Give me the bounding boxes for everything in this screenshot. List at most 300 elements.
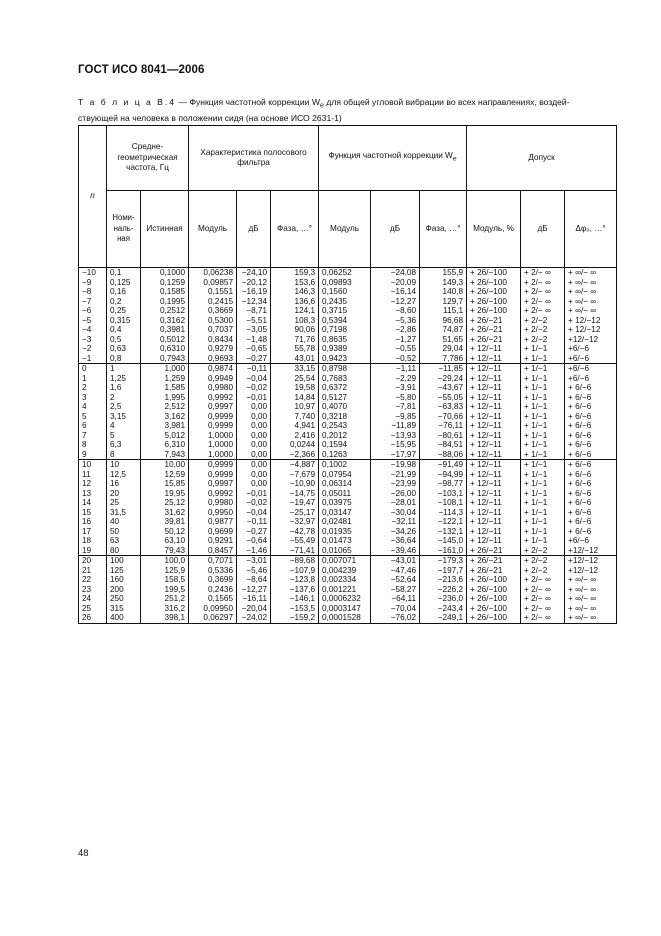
- cell-value: + 6/−6: [568, 440, 592, 449]
- cell-value: 12,59: [164, 469, 186, 479]
- cell-value: + 1/−1: [524, 392, 548, 402]
- cell-value: 15,85: [164, 479, 186, 488]
- cell-value: 0,7943: [159, 353, 186, 363]
- cell-value: + 26/−21: [470, 565, 503, 575]
- cell-value: + 6/−6: [568, 507, 592, 517]
- cell-value: 0,2512: [159, 306, 186, 315]
- cell-value: 8: [110, 449, 115, 459]
- cell-value: 0,1585: [159, 287, 186, 296]
- cell-wmod: [319, 556, 371, 624]
- cell-value: 0,00: [251, 430, 268, 440]
- cell-value: + 12/−11: [470, 383, 502, 392]
- cell-value: 0,09857: [203, 277, 234, 287]
- cell-value: 0,06238: [203, 268, 234, 277]
- cell-tmod: [467, 556, 521, 624]
- cell-value: 0,5394: [322, 315, 348, 325]
- cell-value: −89,68: [289, 556, 316, 565]
- cell-value: 0,01473: [322, 536, 352, 545]
- cell-value: 79,43: [164, 545, 186, 555]
- cell-value: + ∞/− ∞: [568, 268, 597, 277]
- cell-value: −1,48: [246, 334, 268, 344]
- cell-value: + ∞/− ∞: [568, 296, 597, 306]
- table-row-group: [79, 268, 617, 364]
- cell-value: + 1/−1: [524, 507, 548, 517]
- cell-value: + 2/− ∞: [524, 277, 551, 287]
- cell-value: −19,98: [390, 460, 417, 469]
- cell-value: 25,54: [294, 373, 316, 383]
- cell-value: −55,49: [289, 536, 316, 545]
- cell-value: 1,0000: [207, 440, 234, 449]
- cell-value: 0,3699: [207, 575, 234, 584]
- cell-value: −70,04: [390, 603, 417, 613]
- header-modulus-2: Модуль: [319, 191, 371, 268]
- cell-value: −10: [82, 268, 96, 277]
- cell-value: 24: [82, 594, 92, 603]
- cell-fdb: [237, 268, 271, 364]
- cell-value: −36,64: [390, 536, 417, 545]
- cell-value: 0,9999: [207, 421, 234, 430]
- cell-value: −132,1: [437, 526, 464, 536]
- cell-value: 1: [82, 373, 87, 383]
- cell-value: + 12/−11: [470, 536, 502, 545]
- cell-value: 0,2012: [322, 430, 348, 440]
- cell-value: + 12/−11: [470, 479, 502, 488]
- cell-value: 0,2415: [207, 296, 234, 306]
- cell-value: 7: [82, 430, 87, 440]
- cell-value: 0,8457: [207, 545, 234, 555]
- cell-value: 0,9699: [207, 526, 234, 536]
- cell-value: −226,2: [437, 584, 464, 594]
- table-row-group: [79, 460, 617, 556]
- cell-value: −88,06: [437, 449, 464, 459]
- cell-value: 153,6: [294, 277, 316, 287]
- cell-value: −2: [82, 344, 92, 353]
- cell-fph: [271, 556, 319, 624]
- cell-value: −0,04: [246, 507, 268, 517]
- cell-value: −0,04: [246, 373, 268, 383]
- cell-value: + 26/−21: [470, 315, 503, 325]
- cell-value: 0,3669: [207, 306, 234, 315]
- cell-value: 16: [82, 517, 92, 526]
- cell-value: 199,5: [164, 584, 186, 594]
- cell-value: 0,02481: [322, 517, 352, 526]
- cell-value: +6/−6: [568, 536, 589, 545]
- cell-value: 0,0001528: [322, 613, 361, 622]
- cell-value: 0,1002: [322, 460, 348, 469]
- cell-value: −0,55: [395, 344, 417, 353]
- cell-value: + 1/−1: [524, 449, 548, 459]
- cell-value: 1,0000: [207, 430, 234, 440]
- cell-value: + 2/− ∞: [524, 584, 551, 594]
- cell-value: 0,5300: [207, 315, 234, 325]
- cell-value: −3,01: [246, 556, 268, 565]
- header-tolerance-db: дБ: [521, 191, 565, 268]
- cell-value: −1,46: [246, 545, 268, 555]
- cell-value: 0,00: [251, 402, 268, 411]
- cell-value: 0,1263: [322, 449, 348, 459]
- cell-value: 4: [110, 421, 115, 430]
- table-row-group: [79, 364, 617, 460]
- cell-value: + 12/−11: [470, 526, 502, 536]
- cell-value: + 1/−1: [524, 373, 548, 383]
- cell-fmod: [189, 460, 237, 556]
- cell-value: 0,03975: [322, 498, 352, 507]
- cell-value: 10: [82, 460, 92, 469]
- cell-value: + 6/−6: [568, 411, 592, 421]
- cell-value: 250: [110, 594, 124, 603]
- cell-value: 0,0244: [290, 440, 316, 449]
- cell-value: −213,6: [437, 575, 464, 584]
- cell-n: [79, 556, 107, 624]
- cell-value: + 2/− ∞: [524, 268, 551, 277]
- header-true: Истинная: [141, 191, 189, 268]
- cell-value: 10,00: [164, 460, 186, 469]
- cell-value: 1: [110, 364, 115, 373]
- cell-value: 1,585: [164, 383, 186, 392]
- cell-value: −1: [82, 353, 92, 363]
- cell-value: + 2/− ∞: [524, 296, 551, 306]
- cell-value: 0,1594: [322, 440, 348, 449]
- cell-value: −7,679: [289, 469, 316, 479]
- cell-value: 0,09893: [322, 277, 352, 287]
- cell-value: −179,3: [437, 556, 464, 565]
- cell-value: −14,75: [289, 488, 316, 498]
- cell-value: + 2/−2: [524, 315, 548, 325]
- cell-value: −5,80: [395, 392, 417, 402]
- cell-value: −137,6: [289, 584, 316, 594]
- cell-value: 55,78: [294, 344, 316, 353]
- cell-value: 0: [82, 364, 87, 373]
- cell-value: 0,01065: [322, 545, 352, 555]
- cell-value: + 26/−100: [470, 594, 507, 603]
- cell-wph: [420, 460, 467, 556]
- cell-value: 0,004239: [322, 565, 357, 575]
- cell-value: 149,3: [442, 277, 464, 287]
- cell-value: + 12/−12: [568, 325, 601, 334]
- cell-value: 146,3: [294, 287, 316, 296]
- cell-value: + 26/−100: [470, 287, 507, 296]
- cell-n: [79, 268, 107, 364]
- cell-value: 4,941: [294, 421, 316, 430]
- cell-value: + 1/−1: [524, 488, 548, 498]
- cell-value: 3: [82, 392, 87, 402]
- cell-value: 3,162: [164, 411, 186, 421]
- cell-value: + 6/−6: [568, 488, 592, 498]
- cell-value: 16: [110, 479, 120, 488]
- cell-value: 0,125: [110, 277, 131, 287]
- cell-value: + 1/−1: [524, 536, 548, 545]
- cell-value: + 1/−1: [524, 479, 548, 488]
- cell-value: −43,67: [437, 383, 464, 392]
- cell-value: 1,259: [164, 373, 186, 383]
- cell-value: −29,24: [437, 373, 464, 383]
- cell-value: −12,27: [390, 296, 417, 306]
- cell-value: 25: [82, 603, 92, 613]
- cell-tmod: [467, 364, 521, 460]
- cell-value: 20: [110, 488, 120, 498]
- cell-value: 0,1560: [322, 287, 348, 296]
- cell-value: 10: [110, 460, 120, 469]
- cell-value: 2: [82, 383, 87, 392]
- cell-value: −63,83: [437, 402, 464, 411]
- cell-value: −20,04: [241, 603, 268, 613]
- cell-value: −32,97: [289, 517, 316, 526]
- cell-value: + 2/−2: [524, 565, 548, 575]
- cell-value: −153,5: [289, 603, 316, 613]
- cell-value: 1,000: [164, 364, 186, 373]
- cell-value: + 2/− ∞: [524, 594, 551, 603]
- cell-value: + 2/−2: [524, 545, 548, 555]
- cell-wdb: [371, 460, 420, 556]
- cell-tmod: [467, 460, 521, 556]
- cell-value: 0,06314: [322, 479, 352, 488]
- cell-value: −26,00: [390, 488, 417, 498]
- cell-value: −98,77: [437, 479, 464, 488]
- cell-value: + 1/−1: [524, 517, 548, 526]
- cell-tdb: [521, 460, 565, 556]
- cell-value: −47,46: [390, 565, 417, 575]
- cell-value: −28,01: [390, 498, 417, 507]
- cell-value: + 6/−6: [568, 498, 592, 507]
- cell-value: 0,8: [110, 353, 122, 363]
- cell-value: 40: [110, 517, 120, 526]
- cell-value: −12,27: [241, 584, 268, 594]
- cell-value: 0,1259: [159, 277, 186, 287]
- cell-value: + 12/−11: [470, 430, 502, 440]
- cell-value: −3: [82, 334, 92, 344]
- cell-value: 0,9423: [322, 353, 348, 363]
- cell-value: −0,27: [246, 353, 268, 363]
- cell-value: −34,26: [390, 526, 417, 536]
- cell-value: +6/−6: [568, 373, 589, 383]
- cell-value: 0,00: [251, 449, 268, 459]
- header-modulus: Модуль: [189, 191, 237, 268]
- cell-value: +6/−6: [568, 364, 589, 373]
- cell-value: + 12/−11: [470, 344, 502, 353]
- cell-value: 0,8798: [322, 364, 348, 373]
- cell-value: 2,416: [294, 430, 316, 440]
- cell-value: −10,90: [289, 479, 316, 488]
- cell-value: −2,29: [395, 373, 417, 383]
- cell-value: 0,63: [110, 344, 126, 353]
- cell-value: −0,02: [246, 383, 268, 392]
- cell-value: 0,2435: [322, 296, 348, 306]
- page-number: 48: [78, 848, 89, 859]
- cell-value: −107,9: [289, 565, 316, 575]
- cell-value: 7,943: [164, 449, 186, 459]
- cell-fdb: [237, 364, 271, 460]
- cell-value: −1,11: [395, 364, 417, 373]
- cell-value: −8,64: [246, 575, 268, 584]
- cell-value: 398,1: [164, 613, 186, 622]
- cell-value: 0,9389: [322, 344, 348, 353]
- cell-value: + 1/−1: [524, 421, 548, 430]
- cell-value: 7,786: [442, 353, 464, 363]
- cell-tdb: [521, 556, 565, 624]
- cell-value: + 26/−100: [470, 575, 507, 584]
- cell-value: 0,2: [110, 296, 122, 306]
- cell-value: −0,11: [246, 364, 268, 373]
- cell-value: −71,41: [289, 545, 316, 555]
- cell-tmod: [467, 268, 521, 364]
- caption-text-2: для общей угловой вибрации во всех направлениях, воздей-: [323, 97, 570, 107]
- header-tolerance-group: Допуск: [467, 126, 617, 191]
- cell-value: 0,9950: [207, 507, 234, 517]
- cell-value: 10,97: [294, 402, 316, 411]
- header-filter-group: Характеристика полосового фильтра: [189, 126, 319, 191]
- header-phase-2: Фаза, …°: [420, 191, 467, 268]
- header-weighting-group: Функция частотной коррекции $W_e$: [319, 126, 467, 191]
- cell-value: 0,05011: [322, 488, 352, 498]
- cell-value: 31,5: [110, 507, 126, 517]
- cell-value: 0,6310: [159, 344, 186, 353]
- cell-value: 22: [82, 575, 92, 584]
- cell-nom: [107, 364, 141, 460]
- cell-value: 0,1: [110, 268, 122, 277]
- cell-value: −5,46: [246, 565, 268, 575]
- cell-value: 1,25: [110, 373, 126, 383]
- cell-true: [141, 556, 189, 624]
- cell-value: + 12/−11: [470, 373, 502, 383]
- cell-value: 17: [82, 526, 92, 536]
- cell-value: −122,1: [437, 517, 464, 526]
- cell-value: −145,0: [437, 536, 464, 545]
- cell-value: 63,10: [164, 536, 186, 545]
- cell-value: + 12/−11: [470, 498, 502, 507]
- cell-value: −8,60: [395, 306, 417, 315]
- cell-value: 12: [82, 479, 92, 488]
- cell-value: 136,6: [294, 296, 316, 306]
- cell-value: 18: [82, 536, 92, 545]
- cell-value: 6,3: [110, 440, 122, 449]
- cell-value: −5,51: [246, 315, 268, 325]
- cell-value: −24,08: [390, 268, 417, 277]
- cell-value: 0,7071: [207, 556, 234, 565]
- cell-value: + 12/−11: [470, 392, 502, 402]
- cell-value: −5: [82, 315, 92, 325]
- cell-value: + 1/−1: [524, 440, 548, 449]
- cell-value: −1,27: [395, 334, 417, 344]
- cell-value: 0,001221: [322, 584, 357, 594]
- cell-value: 71,76: [294, 334, 316, 344]
- cell-value: −58,27: [390, 584, 417, 594]
- cell-value: −76,11: [438, 421, 464, 430]
- cell-value: 129,7: [442, 296, 464, 306]
- cell-value: −103,1: [437, 488, 464, 498]
- cell-value: 14: [82, 498, 92, 507]
- cell-value: −236,0: [437, 594, 464, 603]
- cell-value: −21,99: [390, 469, 417, 479]
- cell-value: + 2/− ∞: [524, 306, 551, 315]
- cell-value: 0,002334: [322, 575, 357, 584]
- cell-tph: [565, 364, 617, 460]
- cell-value: + 12/−11: [470, 353, 502, 363]
- cell-value: −76,02: [390, 613, 417, 622]
- cell-value: −114,3: [438, 507, 464, 517]
- cell-value: −23,99: [390, 479, 417, 488]
- cell-value: + 12/−11: [470, 364, 502, 373]
- cell-value: + ∞/− ∞: [568, 306, 597, 315]
- header-tolerance-phase: Δφ₀, …°: [565, 191, 617, 268]
- cell-value: 13: [82, 488, 92, 498]
- cell-value: 0,9999: [207, 460, 234, 469]
- cell-value: 25: [110, 498, 120, 507]
- cell-value: 0,315: [110, 315, 131, 325]
- cell-value: 0,3981: [159, 325, 186, 334]
- cell-value: 6: [82, 421, 87, 430]
- cell-value: 26: [82, 613, 92, 622]
- cell-value: 0,9279: [207, 344, 234, 353]
- cell-value: 0,5012: [159, 334, 186, 344]
- cell-value: + 6/−6: [568, 526, 592, 536]
- cell-value: 20: [82, 556, 92, 565]
- cell-value: 12,5: [110, 469, 126, 479]
- cell-value: 155,9: [442, 268, 464, 277]
- cell-value: −16,14: [390, 287, 417, 296]
- cell-value: 0,9999: [207, 469, 234, 479]
- cell-value: 316,2: [164, 603, 186, 613]
- cell-value: −94,99: [437, 469, 464, 479]
- cell-value: 0,8434: [207, 334, 234, 344]
- cell-value: + 6/−6: [568, 469, 592, 479]
- document-header: ГОСТ ИСО 8041—2006: [78, 64, 205, 76]
- cell-fdb: [237, 556, 271, 624]
- cell-value: 0,1551: [207, 287, 234, 296]
- cell-value: 15: [82, 507, 92, 517]
- cell-value: 51,65: [442, 334, 464, 344]
- cell-value: −0,64: [246, 536, 268, 545]
- cell-value: 0,2436: [207, 584, 234, 594]
- cell-value: 125,9: [164, 565, 186, 575]
- cell-value: −39,46: [390, 545, 417, 555]
- cell-value: −7,81: [395, 402, 417, 411]
- cell-value: 50,12: [164, 526, 186, 536]
- cell-value: + 26/−100: [470, 306, 507, 315]
- cell-value: + 12/−12: [568, 315, 601, 325]
- header-nominal: Номи-наль-ная: [107, 191, 141, 268]
- cell-value: + 6/−6: [568, 430, 592, 440]
- cell-wph: [420, 364, 467, 460]
- cell-tph: [565, 556, 617, 624]
- cell-value: 11: [82, 469, 91, 479]
- cell-value: −0,27: [246, 526, 268, 536]
- cell-value: 251,2: [164, 594, 186, 603]
- cell-value: + 6/−6: [568, 383, 592, 392]
- cell-value: −0,11: [246, 517, 268, 526]
- cell-value: −9,85: [395, 411, 417, 421]
- cell-value: 0,1000: [159, 268, 186, 277]
- cell-value: 5: [82, 411, 87, 421]
- cell-nom: [107, 268, 141, 364]
- cell-value: 158,5: [164, 575, 186, 584]
- cell-value: + 1/−1: [524, 430, 548, 440]
- cell-wmod: [319, 364, 371, 460]
- cell-value: 0,16: [110, 287, 126, 296]
- cell-value: −8: [82, 287, 92, 296]
- cell-value: −43,01: [390, 556, 417, 565]
- cell-value: + 26/−21: [470, 325, 503, 334]
- cell-fdb: [237, 460, 271, 556]
- cell-value: 1,6: [110, 383, 122, 392]
- cell-value: 74,87: [442, 325, 464, 334]
- cell-value: 21: [82, 565, 92, 575]
- cell-fmod: [189, 556, 237, 624]
- cell-value: −25,17: [289, 507, 316, 517]
- cell-value: + ∞/− ∞: [568, 277, 597, 287]
- cell-value: 0,00: [251, 421, 268, 430]
- cell-value: −3,05: [246, 325, 268, 334]
- cell-value: + 2/− ∞: [524, 613, 551, 622]
